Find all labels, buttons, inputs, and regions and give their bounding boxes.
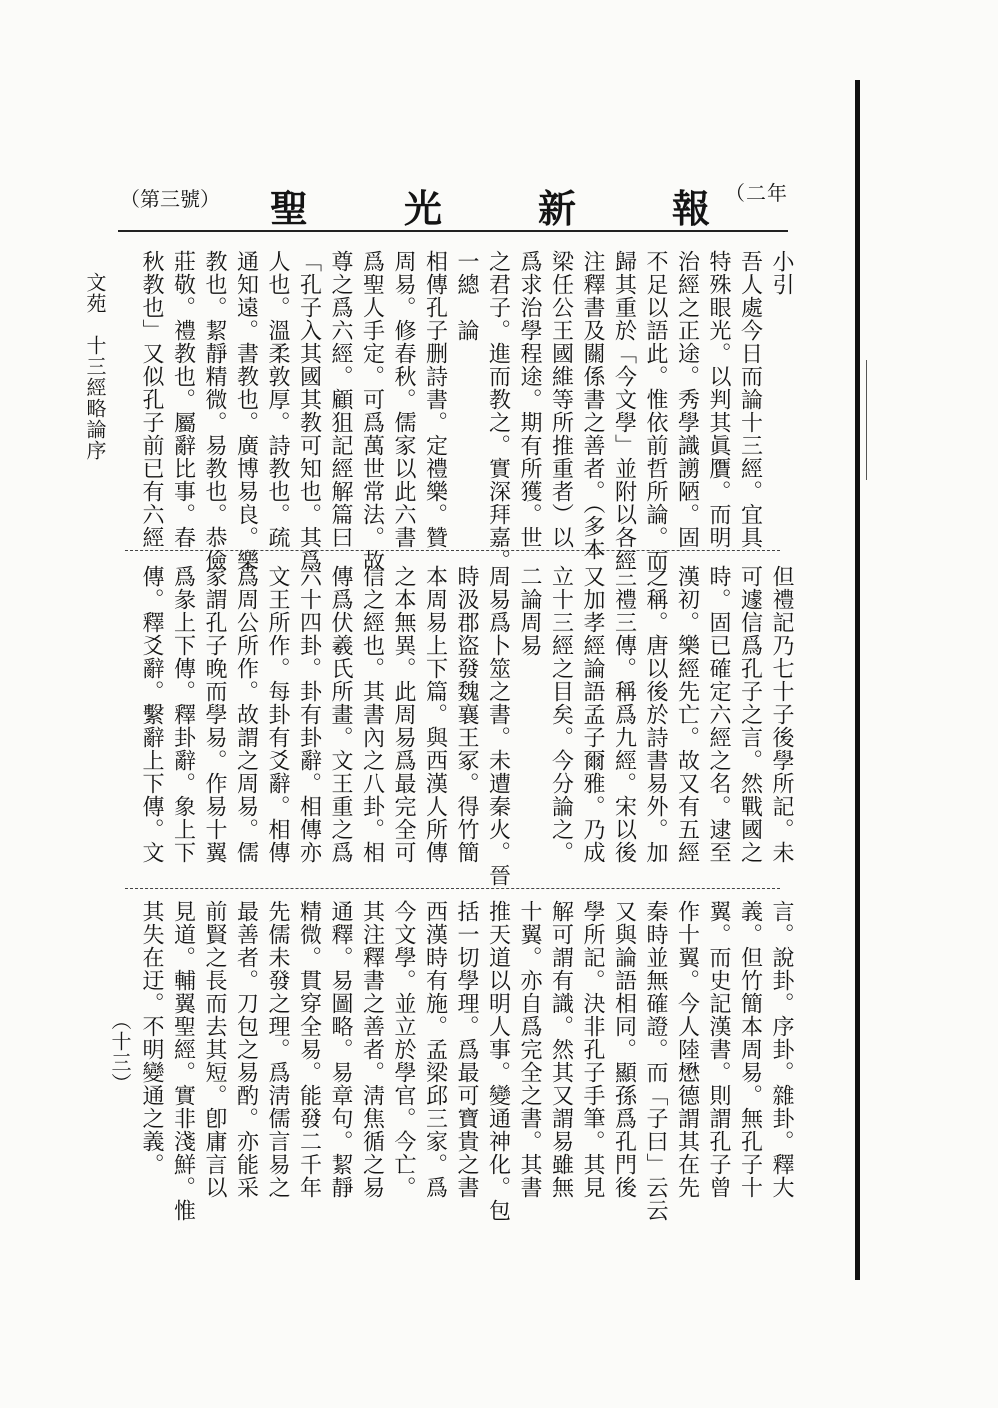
text-column: 傳。釋爻辭。繫辭上下傳。文 (139, 565, 164, 864)
header-year: （二年 (725, 181, 788, 205)
text-column: 小引 (769, 250, 794, 296)
text-column: 周易。修春秋。儒家以此六書 (391, 250, 416, 549)
text-column: 精微。貫穿全易。能發二千年 (296, 900, 322, 1199)
text-column: 文王所作。每卦有爻辭。相傳 (265, 565, 290, 864)
text-column: 治經之正途。秀學識謭陋。固 (674, 250, 700, 549)
masthead (270, 178, 710, 233)
text-column: 秋教也」又似孔子前已有六經 (139, 250, 164, 549)
page-number: （十三） (108, 1010, 132, 1094)
text-column: 之稱。唐以後於詩書易外。加 (643, 565, 668, 864)
header-rule (118, 230, 788, 232)
text-column: 梁任公王國維等所推重者）以 (548, 250, 574, 549)
text-column: 見道。輔翼聖經。實非淺鮮。惟 (170, 900, 196, 1222)
text-column: 家謂孔子晚而學易。作易十翼 (202, 565, 227, 864)
text-column: 立十三經之目矣。今分論之。 (548, 565, 574, 864)
text-column: 言。說卦。序卦。雜卦。釋大 (769, 900, 794, 1199)
text-column: 六十四卦。卦有卦辭。相傳亦 (296, 565, 322, 864)
block-separator (125, 550, 780, 551)
masthead-char: 光 (403, 186, 442, 231)
text-column: 周易爲卜筮之書。未遭秦火。晉 (485, 565, 511, 887)
text-column: 漢初。樂經先亡。故又有五經 (674, 565, 700, 864)
text-column: 尊之爲六經。顧狙記經解篇曰 (328, 250, 353, 549)
text-column: 十翼。亦自爲完全之書。其書 (517, 900, 542, 1199)
text-column: 歸其重於「今文學」並附以各經 (611, 250, 637, 572)
text-column: 吾人處今日而論十三經。宜具 (737, 250, 763, 549)
text-column: 最善者。刀包之易酌。亦能采 (233, 900, 259, 1199)
text-column: 通釋。易圖略。易章句。絜靜 (328, 900, 353, 1199)
text-column: 推天道以明人事。變通神化。包 (485, 900, 511, 1222)
header-issue: （第三號） (120, 187, 220, 211)
text-column: 教也。絜靜精微。易教也。恭儉 (202, 250, 227, 572)
text-column: 不足以語此。惟依前哲所論。而 (643, 250, 668, 572)
text-column: 西漢時有施。孟梁邱三家。爲 (422, 900, 448, 1199)
text-column: 今文學。並立於學官。今亡。 (391, 900, 416, 1199)
text-column: 先儒未發之理。爲淸儒言易之 (265, 900, 290, 1199)
text-column: 人也。溫柔敦厚。詩教也。疏 (265, 250, 290, 549)
margin-rule-thin (866, 360, 867, 480)
text-column: 又與論語相同。顯孫爲孔門後 (611, 900, 637, 1199)
text-column: 通知遠。書教也。廣博易良。樂 (233, 250, 259, 572)
text-column: 可遽信爲孔子之言。然戰國之 (737, 565, 763, 864)
text-column: 又加孝經論語孟子爾雅。乃成 (580, 565, 605, 864)
text-column: 之本無異。此周易爲最完全可 (391, 565, 416, 864)
text-column: 之君子。進而教之。實深拜嘉。 (485, 250, 511, 572)
text-column: 爲周公所作。故謂之周易。儒 (233, 565, 259, 864)
text-column: 爲求治學程途。期有所獲。世 (517, 250, 542, 549)
masthead-char: 聖 (270, 186, 309, 231)
text-column: 翼。而史記漢書。則謂孔子曾 (706, 900, 731, 1199)
text-column: 傳爲伏羲氏所畫。文王重之爲 (328, 565, 353, 864)
text-column: 前賢之長而去其短。卽庸言以 (202, 900, 227, 1199)
masthead-char: 新 (537, 186, 576, 231)
text-column: 其注釋書之善者。淸焦循之易 (359, 900, 385, 1199)
text-column: 解可謂有識。然其又謂易雖無 (548, 900, 574, 1199)
text-column: 義。但竹簡本周易。無孔子十 (737, 900, 763, 1199)
text-column: 其失在迂。不明變通之義。 (139, 900, 164, 1176)
masthead-char: 報 (671, 186, 710, 231)
text-column: 相傳孔子删詩書。定禮樂。贊 (422, 250, 448, 549)
text-column: 時。固已確定六經之名。逮至 (706, 565, 731, 864)
margin-rule (855, 80, 860, 1280)
text-column: 本周易上下篇。與西漢人所傳 (422, 565, 448, 864)
text-column: 特殊眼光。以判其眞贋。而明 (706, 250, 731, 549)
text-column: 莊敬。禮教也。屬辭比事。春 (170, 250, 196, 549)
text-column: 括一切學理。爲最可寶貴之書 (454, 900, 479, 1199)
text-column: 一總 論 (454, 250, 479, 342)
text-column: 作十翼。今人陸懋德謂其在先 (674, 900, 700, 1199)
text-column: 爲聖人手定。可爲萬世常法。故 (359, 250, 385, 572)
block-separator (125, 888, 780, 889)
text-column: 注釋書及關係書之善者。（多本 (580, 250, 605, 561)
text-column: 但禮記乃七十子後學所記。未 (769, 565, 794, 864)
text-column: 時汲郡盜發魏襄王冢。得竹簡 (454, 565, 479, 864)
text-column: 秦時並無確證。而「子曰」云云 (643, 900, 668, 1222)
text-column: 信之經也。其書內之八卦。相 (359, 565, 385, 864)
text-column: 「孔子入其國其教可知也。其爲 (296, 250, 322, 572)
text-column: 二論周易 (517, 565, 542, 657)
text-column: 學所記。決非孔子手筆。其見 (580, 900, 605, 1199)
text-column: 三禮三傳。稱爲九經。宋以後 (611, 565, 637, 864)
text-column: 爲彖上下傳。釋卦辭。象上下 (170, 565, 196, 864)
section-label: 文苑 十三經略論序 (83, 272, 107, 461)
